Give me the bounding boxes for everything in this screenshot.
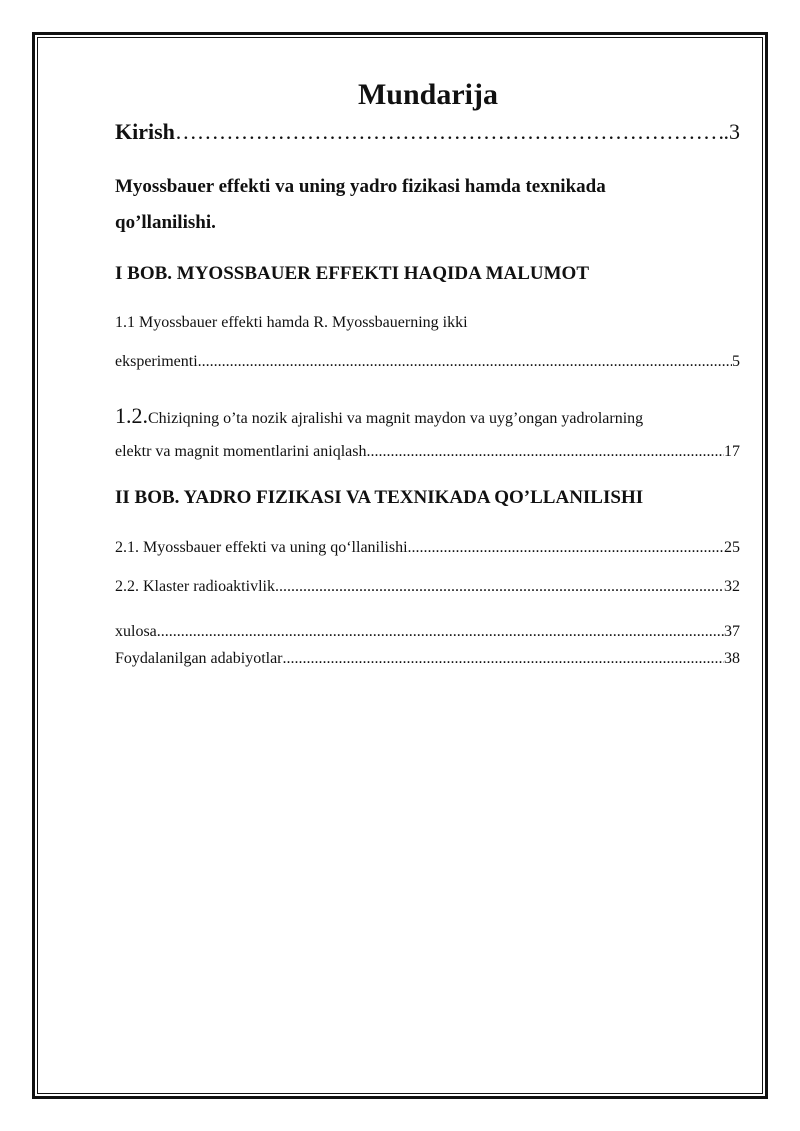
toc-page-number: 25 bbox=[724, 539, 740, 556]
toc-page-number: .3 bbox=[723, 119, 740, 144]
toc-label: 2.2. Klaster radioaktivlik bbox=[115, 578, 275, 595]
dot-leader bbox=[175, 119, 724, 145]
toc-section-1-2 bbox=[115, 443, 740, 461]
toc-page-number: 5 bbox=[732, 353, 740, 370]
toc-heading-myossbauer-line2: qo’llanilishi. bbox=[115, 212, 216, 233]
toc-section-1-2-line1 bbox=[115, 403, 643, 429]
dot-leader bbox=[283, 650, 724, 668]
toc-page-number: 32 bbox=[724, 578, 740, 595]
toc-heading-myossbauer-line1: Myossbauer effekti va uning yadro fizikasi hamda texnikada bbox=[115, 176, 606, 197]
dot-leader bbox=[408, 539, 724, 557]
page-title: Mundarija bbox=[357, 78, 498, 111]
toc-page-number: 17 bbox=[724, 443, 740, 460]
dot-leader bbox=[198, 353, 732, 371]
dot-leader bbox=[366, 443, 724, 461]
section-number: 1.2. bbox=[115, 403, 148, 428]
toc-chapter-2: II BOB. YADRO FIZIKASI VA TEXNIKADA QO’LLANILISHI bbox=[115, 487, 644, 508]
section-text: Chiziqning o’ta nozik ajralishi va magnit maydon va uyg’ongan yadrolarning bbox=[148, 410, 644, 427]
toc-section-2-2 bbox=[115, 578, 740, 596]
toc-label: eksperimenti bbox=[115, 353, 198, 370]
toc-label: xulosa bbox=[115, 623, 157, 640]
toc-section-2-1 bbox=[115, 539, 740, 557]
toc-entry-kirish bbox=[115, 119, 740, 145]
toc-label: elektr va magnit momentlarini aniqlash bbox=[115, 443, 367, 460]
toc-chapter-1: I BOB. MYOSSBAUER EFFEKTI HAQIDA MALUMOT bbox=[115, 263, 589, 284]
toc-label: 2.1. Myossbauer effekti va uning qo‘llanilishi bbox=[115, 539, 408, 556]
toc-entry-xulosa bbox=[115, 623, 740, 641]
toc-entry-foydalanilgan bbox=[115, 650, 740, 668]
toc-page-number: 38 bbox=[724, 650, 740, 667]
toc-label: Kirish bbox=[115, 119, 175, 144]
dot-leader bbox=[157, 623, 724, 641]
toc-section-1-1-line1: 1.1 Myossbauer effekti hamda R. Myossbauerning ikki bbox=[115, 314, 468, 331]
toc-section-1-1 bbox=[115, 353, 740, 371]
toc-page-number: 37 bbox=[724, 623, 740, 640]
toc-label: Foydalanilgan adabiyotlar bbox=[115, 650, 283, 667]
dot-leader bbox=[275, 578, 724, 596]
